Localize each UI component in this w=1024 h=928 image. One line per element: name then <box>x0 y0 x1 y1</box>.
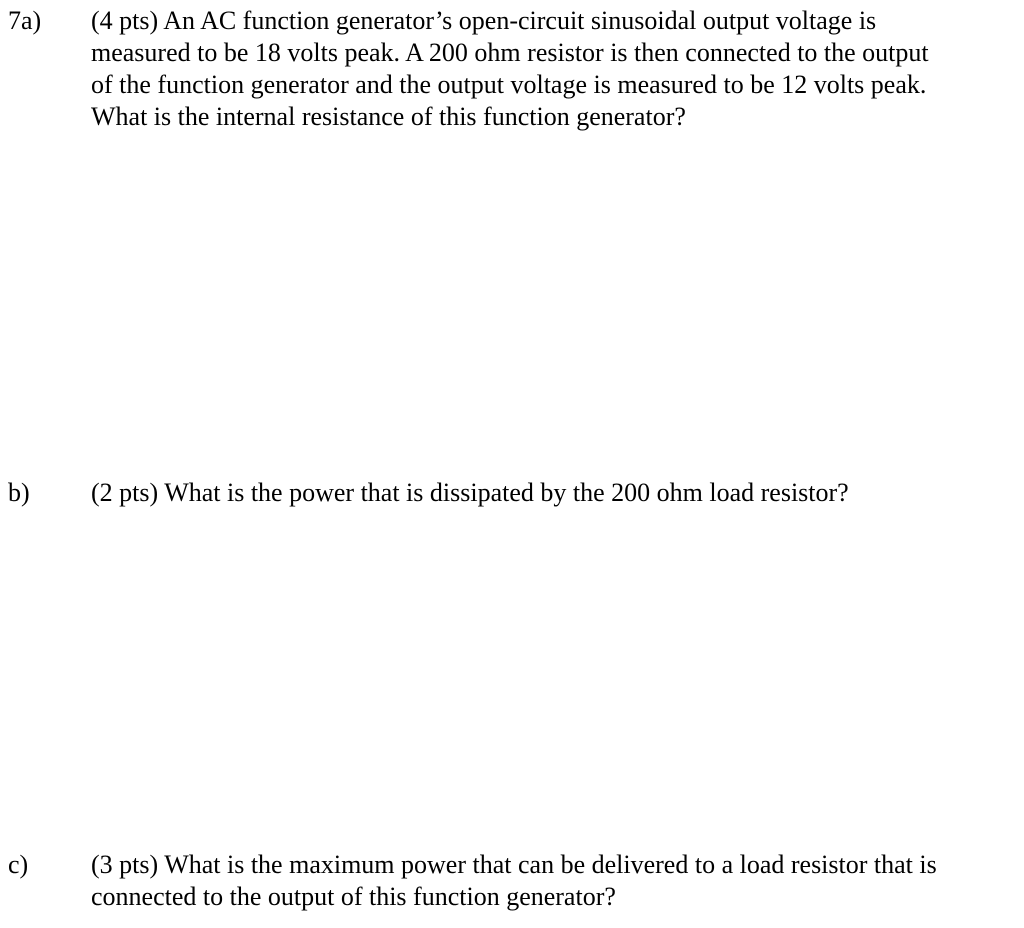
question-line: of the function generator and the output voltage is measured to be 12 volts peak. <box>91 70 927 99</box>
question-line: What is the internal resistance of this function generator? <box>91 102 686 131</box>
question-label: b) <box>8 478 30 507</box>
question-line: measured to be 18 volts peak. A 200 ohm resistor is then connected to the output <box>91 38 929 67</box>
question-line: connected to the output of this function generator? <box>91 882 616 911</box>
question-line: (4 pts) An AC function generator’s open-circuit sinusoidal output voltage is <box>91 6 877 35</box>
question-line: (2 pts) What is the power that is dissipated by the 200 ohm load resistor? <box>91 478 849 507</box>
question-line: (3 pts) What is the maximum power that can be delivered to a load resistor that is <box>91 850 937 879</box>
question-label: 7a) <box>8 6 42 35</box>
question-text <box>91 477 991 509</box>
question-text <box>91 849 991 913</box>
question-label: c) <box>8 850 29 879</box>
question-text <box>91 5 991 133</box>
